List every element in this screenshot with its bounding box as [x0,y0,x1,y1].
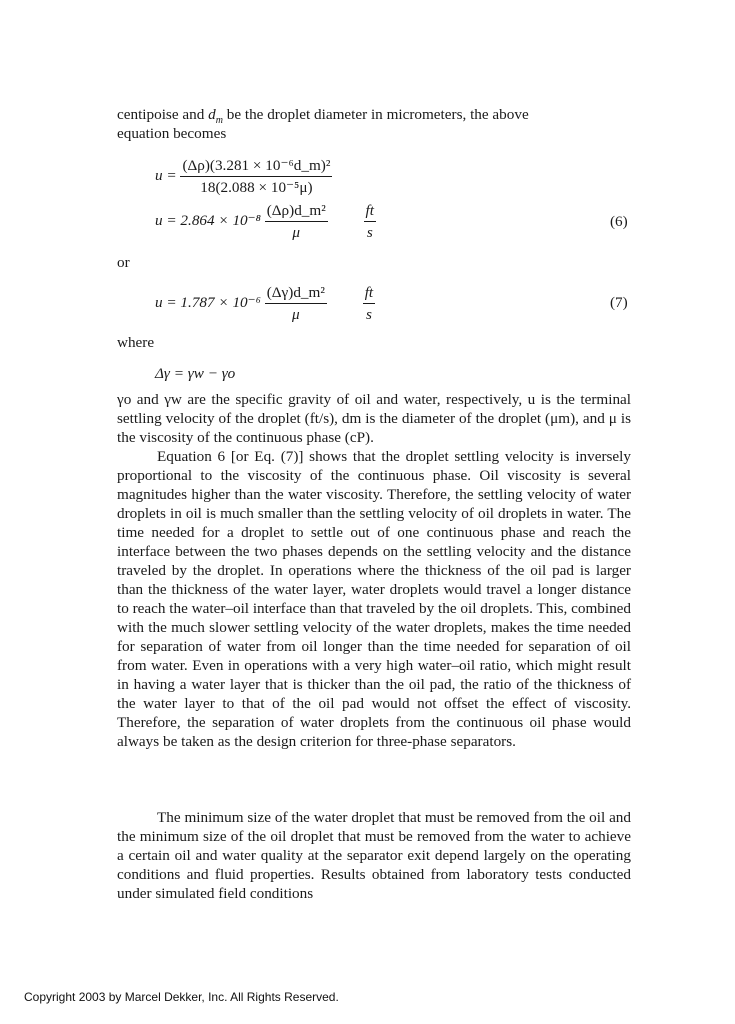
equation-numerator: (Δγ)d_m² [266,284,325,301]
equation-numerator: (Δρ)(3.281 × 10⁻⁶d_m)² [182,157,331,174]
intro-text-start: centipoise and [117,106,209,123]
equation-lhs: u = 1.787 × 10⁻⁶ [155,293,261,311]
equation-numerator: (Δρ)d_m² [266,202,326,219]
paragraph-definitions: γo and γw are the specific gravity of oil and water, respectively, u is the terminal settling velocity of the droplet (ft/s), dm is the diameter of the droplet (μm), and μ is the viscosity of the continuous phase (cP). [117,391,631,446]
equation-denominator: μ [292,306,300,323]
equation-denominator: 18(2.088 × 10⁻⁵μ) [200,179,313,196]
equation-velocity-expanded [155,156,332,197]
equation-delta-gamma: Δγ = γw − γo [155,365,236,382]
equation-number-7: (7) [610,294,628,311]
intro-variable: $d_m$ [208,106,223,127]
connector-or: or [117,254,130,271]
intro-text-line2: equation becomes [117,125,227,142]
intro-paragraph [117,105,631,143]
equation-fraction [180,156,332,197]
equation-lhs: u = 2.864 × 10⁻⁸ [155,211,261,229]
unit-numerator: ft [364,284,374,301]
equation-fraction [265,201,328,242]
paragraph-droplet-size: The minimum size of the water droplet that must be removed from the oil and the minimum size of the oil droplet that must be removed from the water to achieve a certain oil and water quality at the separator exit depend largely on the operating conditions and fluid properties. Results obtained from laboratory tests conducted under simulated field conditions [117,809,631,902]
equation-fraction [265,283,327,324]
unit-numerator: ft [365,202,374,219]
equation-number-6: (6) [610,213,628,230]
equation-6 [155,201,376,242]
equation-lhs: u = [155,166,177,184]
equation-denominator: μ [292,224,301,241]
connector-where: where [117,334,155,351]
unit-denominator: s [366,224,373,241]
copyright-notice: Copyright 2003 by Marcel Dekker, Inc. All Rights Reserved. [24,990,339,1004]
unit-denominator: s [365,306,372,323]
equation-7 [155,283,375,324]
intro-text-rest: be the droplet diameter in micrometers, the above [222,106,529,123]
equation-units [363,283,375,324]
equation-units [364,201,376,242]
paragraph-viscosity: Equation 6 [or Eq. (7)] shows that the droplet settling velocity is inversely proportional to the viscosity of the continuous phase. Oil viscosity is several magnitudes higher than the water viscosity. Therefore, the settling velocity of water droplets in oil is much smaller than the settling velocity of oil droplets in water. The time needed for a droplet to settle out of one continuous phase and reach the interface between the two phases depends on the settling velocity and the distance traveled by the droplet. In operations where the thickness of the oil pad is larger than the thickness of the water layer, water droplets would travel a longer distance to reach the water–oil interface than that traveled by the oil droplets. This, combined with the much slower settling velocity of the water droplets, makes the time needed for separation of water from oil longer than the time needed for separation of oil from water. Even in operations with a very high water–oil ratio, which might result in having a water layer that is thicker than the oil pad, the ratio of the thickness of the water layer to that of the oil pad would not offset the effect of viscosity. Therefore, the separation of water droplets from the continuous oil phase would always be taken as the design criterion for three-phase separators. [117,448,631,750]
